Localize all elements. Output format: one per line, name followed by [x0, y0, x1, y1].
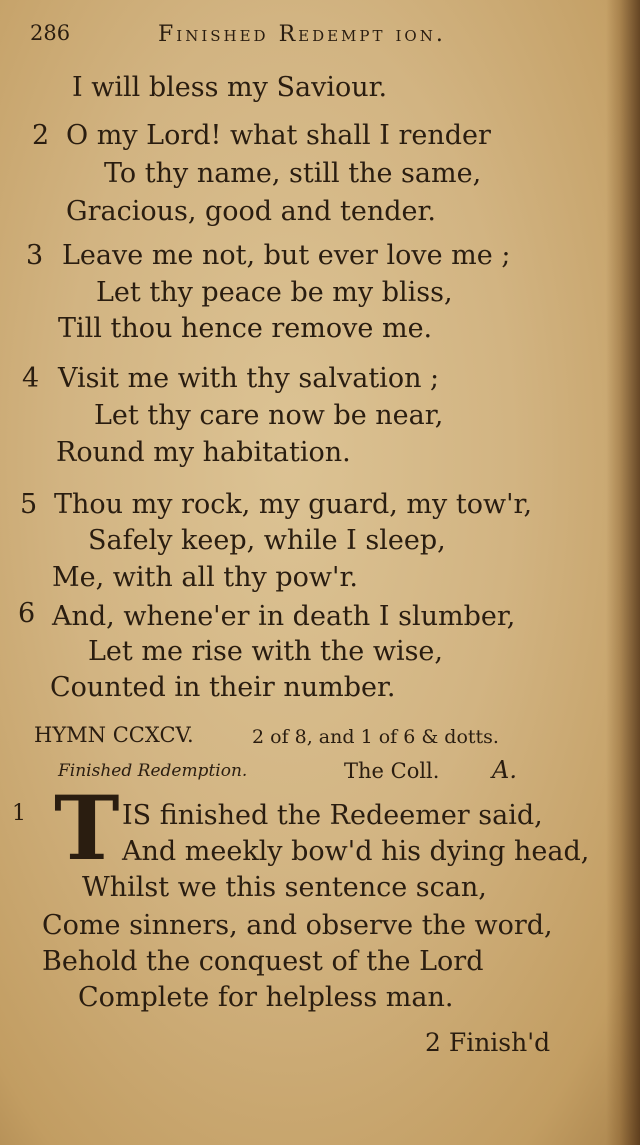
verse-line: And meekly bow'd his dying head,	[122, 836, 590, 867]
verse-line: Complete for helpless man.	[78, 982, 454, 1013]
stanza-number: 3	[26, 240, 44, 271]
hymn-title: HYMN CCXCV.	[34, 723, 194, 747]
tune-letter: A.	[492, 756, 517, 784]
verse-line: Whilst we this sentence scan,	[82, 872, 487, 903]
verse-line: Behold the conquest of the Lord	[42, 946, 484, 977]
verse-line: Visit me with thy salvation ;	[58, 363, 440, 394]
verse-line: Safely keep, while I sleep,	[88, 525, 446, 556]
verse-line: O my Lord! what shall I render	[66, 120, 491, 151]
stanza-number: 5	[20, 489, 38, 520]
drop-cap: T	[54, 776, 120, 880]
verse-line: Let thy care now be near,	[94, 400, 444, 431]
page-spine-shadow	[606, 0, 640, 1145]
previous-stanza-last-line: I will bless my Saviour.	[72, 72, 388, 103]
stanza-number: 4	[22, 363, 40, 394]
verse-line: Gracious, good and tender.	[66, 196, 437, 227]
verse-line: Let thy peace be my bliss,	[96, 277, 453, 308]
verse-line: And, whene'er in death I slumber,	[52, 601, 516, 632]
verse-line: Round my habitation.	[56, 437, 351, 468]
verse-line: Me, with all thy pow'r.	[52, 562, 358, 593]
stanza-number: 1	[12, 801, 26, 826]
verse-line: Counted in their number.	[50, 672, 396, 703]
tune-reference: The Coll.	[344, 759, 440, 783]
verse-line: Leave me not, but ever love me ;	[62, 240, 511, 271]
stanza-number: 6	[18, 598, 36, 629]
verse-line: Come sinners, and observe the word,	[42, 910, 553, 941]
stanza-number: 2	[32, 120, 50, 151]
verse-line: IS finished the Redeemer said,	[122, 800, 543, 831]
verse-line: Till thou hence remove me.	[58, 313, 433, 344]
hymn-meter: 2 of 8, and 1 of 6 & dotts.	[252, 726, 499, 748]
verse-line: Let me rise with the wise,	[88, 636, 443, 667]
verse-line: To thy name, still the same,	[104, 158, 482, 189]
running-title: Finished Redempt ion.	[158, 22, 446, 47]
tune-name: Finished Redemption.	[58, 761, 248, 781]
catchword: 2 Finish'd	[425, 1028, 551, 1057]
page-number: 286	[30, 21, 71, 45]
verse-line: Thou my rock, my guard, my tow'r,	[54, 489, 533, 520]
